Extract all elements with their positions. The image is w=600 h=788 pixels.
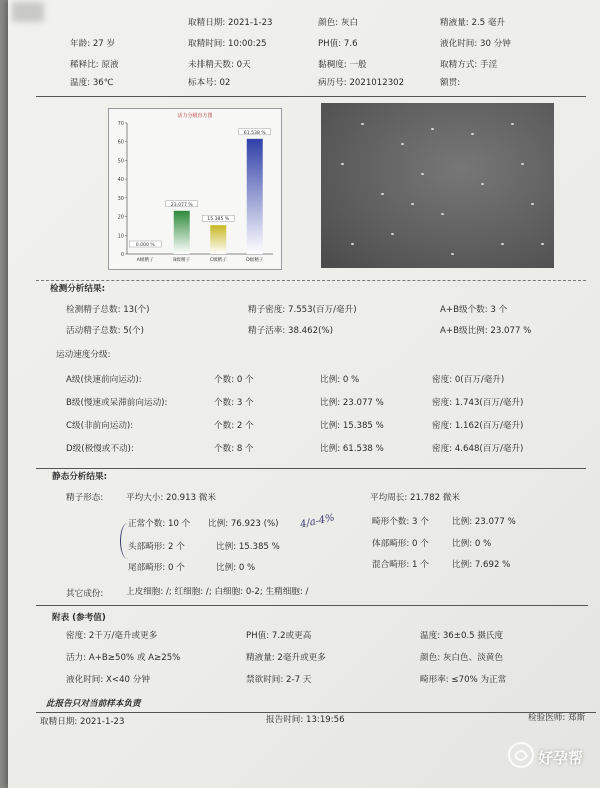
- reference-value: 精液量: 2毫升或更多: [246, 653, 326, 663]
- data-label: 0.000 %: [135, 243, 155, 248]
- header-field: [70, 79, 113, 88]
- divider: [36, 468, 586, 469]
- sperm-speck: [521, 163, 524, 165]
- report-paper: [8, 0, 600, 788]
- avg-size: 平均大小: 20.913 微米: [126, 493, 216, 503]
- header-field: [70, 40, 115, 49]
- sperm-speck: [451, 253, 454, 255]
- sperm-speck: [391, 233, 394, 235]
- sperm-speck: [351, 243, 354, 245]
- sperm-speck: [341, 163, 344, 165]
- sperm-speck: [541, 243, 544, 245]
- field-label: 液化时间: [440, 39, 475, 49]
- abnormal-ratio: 比例: 23.077 %: [452, 517, 516, 527]
- watermark-logo: [506, 740, 600, 770]
- ab-ratio: A+B级比例: 23.077 %: [440, 326, 532, 336]
- doctor: 检验医师: 郑斯: [528, 713, 586, 723]
- header-field: [440, 79, 460, 88]
- field-value: 10:00:25: [228, 39, 267, 49]
- field-value: 30 分钟: [480, 39, 511, 49]
- field-separator: :: [474, 39, 481, 49]
- field-separator: :: [343, 78, 350, 88]
- header-field: [188, 40, 267, 49]
- field-value: 36℃: [92, 78, 114, 88]
- sperm-speck: [501, 243, 504, 245]
- blurred-name: [12, 2, 44, 22]
- motion-grade: A级(快速前向运动):: [66, 375, 142, 385]
- field-value: 手淫: [480, 60, 498, 70]
- x-tick-label: A级精子: [136, 258, 154, 263]
- motility-rate: 精子活率: 38.462(%): [248, 326, 333, 336]
- field-separator: :: [474, 60, 481, 70]
- field-separator: :: [457, 78, 461, 88]
- field-label: 年龄: [70, 39, 88, 49]
- normal-ratio: 比例: 76.923 (%): [208, 519, 279, 529]
- static-title: 静态分析结果:: [52, 472, 107, 482]
- mixed-ratio: 比例: 7.692 %: [452, 560, 511, 570]
- y-tick-label: 10: [117, 233, 124, 240]
- reference-value: 活力: A+B≥50% 或 A≥25%: [66, 653, 181, 663]
- y-tick-label: 20: [117, 214, 124, 221]
- bar-chart: [109, 109, 281, 269]
- motion-density: 密度: 1.743(百万/毫升): [432, 398, 524, 408]
- y-tick-label: 70: [117, 121, 124, 127]
- field-separator: :: [87, 78, 93, 88]
- sperm-speck: [511, 123, 514, 125]
- divider: [36, 605, 588, 606]
- y-tick-label: 50: [117, 158, 124, 165]
- sperm-speck: [421, 173, 424, 175]
- divider: [36, 712, 596, 713]
- header-field: [70, 61, 119, 70]
- field-separator: :: [222, 39, 229, 49]
- collect-date: 取精日期: 2021-1-23: [40, 717, 125, 727]
- y-tick-label: 60: [117, 139, 124, 146]
- mixed-abnormal: 混合畸形: 1 个: [372, 560, 429, 570]
- field-separator: :: [335, 18, 341, 28]
- microscope-image: [321, 103, 554, 268]
- report-time: 报告时间: 13:19:56: [266, 715, 345, 725]
- field-value: 灰白: [340, 18, 359, 28]
- reference-value: PH值: 7.2或更高: [246, 631, 312, 641]
- reference-value: 液化时间: X<40 分钟: [66, 675, 150, 685]
- motion-count: 个数: 0 个: [214, 375, 254, 385]
- field-value: 2.5 毫升: [471, 18, 506, 28]
- field-label: 未排精天数: [188, 60, 231, 70]
- data-label: 15.385 %: [207, 217, 230, 223]
- field-label: 精液量: [440, 18, 466, 28]
- ab-count: A+B级个数: 3 个: [440, 305, 508, 315]
- motion-density: 密度: 1.162(百万/毫升): [432, 421, 524, 431]
- reference-value: 密度: 2千万/毫升或更多: [66, 631, 158, 641]
- divider: [36, 96, 586, 97]
- reference-value: 温度: 36±0.5 摄氏度: [420, 631, 504, 641]
- field-value: 一般: [349, 60, 367, 70]
- field-label: 黏稠度: [318, 60, 344, 70]
- header-field: [188, 79, 230, 88]
- field-label: 额贯: [440, 78, 458, 88]
- field-separator: :: [338, 39, 344, 49]
- motion-density: 密度: 0(百万/毫升): [432, 375, 505, 385]
- sperm-speck: [361, 123, 364, 125]
- x-tick-label: B级精子: [173, 258, 191, 263]
- motion-grade: B级(慢速或呆滞前向运动):: [66, 398, 168, 408]
- header-field: [440, 40, 511, 49]
- field-value: 7.6: [343, 39, 358, 49]
- y-tick-label: 0: [120, 252, 124, 258]
- field-label: 标本号: [188, 78, 214, 88]
- x-tick-label: D级精子: [246, 258, 264, 263]
- motion-ratio: 比例: 61.538 %: [320, 444, 384, 454]
- field-label: 取精时间: [188, 39, 223, 49]
- sperm-speck: [401, 143, 404, 145]
- header-field: [318, 19, 358, 28]
- header-field: [188, 61, 251, 70]
- sperm-speck: [381, 193, 384, 195]
- field-separator: :: [222, 18, 229, 28]
- motion-grade: D级(极慢或不动):: [66, 444, 134, 454]
- body-ratio: 比例: 0 %: [452, 539, 492, 549]
- y-tick-label: 40: [117, 177, 124, 184]
- watermark-icon: [506, 740, 536, 770]
- header-field: [440, 19, 505, 28]
- handwritten-bracket: [120, 523, 135, 559]
- data-label: 23.077 %: [170, 202, 193, 208]
- bar: [210, 225, 226, 254]
- active-count: 活动精子总数: 5(个): [66, 326, 144, 336]
- field-label: 温度: [70, 78, 88, 88]
- disclaimer: 此报告只对当前样本负责: [46, 699, 141, 709]
- sperm-speck: [411, 203, 414, 205]
- field-value: 2021012302: [349, 78, 405, 88]
- reference-value: 畸形率: ≤70% 为正常: [420, 675, 507, 685]
- reference-value: 颜色: 灰白色、淡黄色: [420, 653, 503, 663]
- sperm-density: 精子密度: 7.553(百万/毫升): [248, 305, 357, 315]
- motion-count: 个数: 3 个: [214, 398, 254, 408]
- motion-density: 密度: 4.648(百万/毫升): [432, 444, 524, 454]
- motion-ratio: 比例: 23.077 %: [320, 398, 384, 408]
- field-label: 取精日期: [188, 18, 223, 28]
- chart-title: 活力分级直方图: [177, 113, 213, 119]
- tail-abnormal: 尾部畸形: 0 个: [128, 563, 185, 573]
- y-tick-label: 30: [117, 195, 124, 202]
- field-label: 稀释比: [70, 60, 96, 70]
- sperm-speck: [441, 213, 444, 215]
- sperm-speck: [531, 203, 534, 205]
- watermark-text: 好孕帮: [538, 749, 584, 767]
- avg-perimeter: 平均周长: 21.782 微米: [370, 493, 460, 503]
- motion-count: 个数: 8 个: [214, 444, 254, 454]
- head-abnormal: 头部畸形: 2 个: [128, 542, 185, 552]
- field-separator: :: [465, 18, 472, 28]
- other-label: 其它成份:: [66, 589, 104, 599]
- header-field: [318, 79, 404, 88]
- motion-grade: C级(非前向运动):: [66, 421, 134, 431]
- morph-label: 精子形态:: [66, 493, 104, 503]
- field-separator: :: [343, 60, 350, 70]
- sperm-speck: [471, 133, 474, 135]
- motion-count: 个数: 2 个: [214, 421, 254, 431]
- header-field: [440, 61, 497, 70]
- field-label: 病历号: [318, 78, 344, 88]
- field-label: 取精方式: [440, 60, 475, 70]
- motion-ratio: 比例: 0 %: [320, 375, 360, 385]
- field-value: 02: [219, 78, 231, 88]
- field-value: 原液: [101, 60, 119, 70]
- head-ratio: 比例: 15.385 %: [216, 542, 280, 552]
- header-field: [318, 61, 367, 70]
- data-label: 61.538 %: [243, 130, 266, 136]
- handwritten-note: 4/a-4%: [299, 512, 336, 531]
- detection-title: 检测分析结果:: [50, 284, 105, 294]
- header-field: [188, 19, 273, 28]
- motility-histogram: [108, 108, 282, 270]
- field-separator: :: [230, 60, 237, 70]
- field-value: 2021-1-23: [228, 18, 273, 28]
- sperm-speck: [481, 183, 484, 185]
- field-value: 27 岁: [92, 39, 116, 49]
- field-value: 0天: [236, 60, 251, 70]
- field-label: 颜色: [318, 18, 336, 28]
- sperm-speck: [431, 128, 434, 130]
- motion-title: 运动速度分级:: [56, 350, 111, 360]
- normal-count: 正常个数: 10 个: [128, 519, 191, 529]
- total-count: 检测精子总数: 13(个): [66, 305, 150, 315]
- bar: [247, 139, 263, 254]
- header-field: [318, 40, 358, 49]
- x-tick-label: C级精子: [209, 258, 227, 263]
- bar: [174, 211, 190, 254]
- tail-ratio: 比例: 0 %: [216, 563, 256, 573]
- divider: [36, 280, 586, 281]
- body-abnormal: 体部畸形: 0 个: [372, 539, 429, 549]
- abnormal-count: 畸形个数: 3 个: [372, 517, 429, 527]
- field-label: PH值: [318, 39, 339, 49]
- appendix-title: 附表 (参考值): [52, 613, 106, 623]
- reference-value: 禁欲时间: 2-7 天: [246, 675, 312, 685]
- field-separator: :: [87, 39, 93, 49]
- other-items: 上皮细胞: /; 红细胞: /; 白细胞: 0-2; 生精细胞: /: [126, 587, 309, 597]
- field-separator: :: [95, 60, 102, 70]
- motion-ratio: 比例: 15.385 %: [320, 421, 384, 431]
- field-separator: :: [213, 78, 220, 88]
